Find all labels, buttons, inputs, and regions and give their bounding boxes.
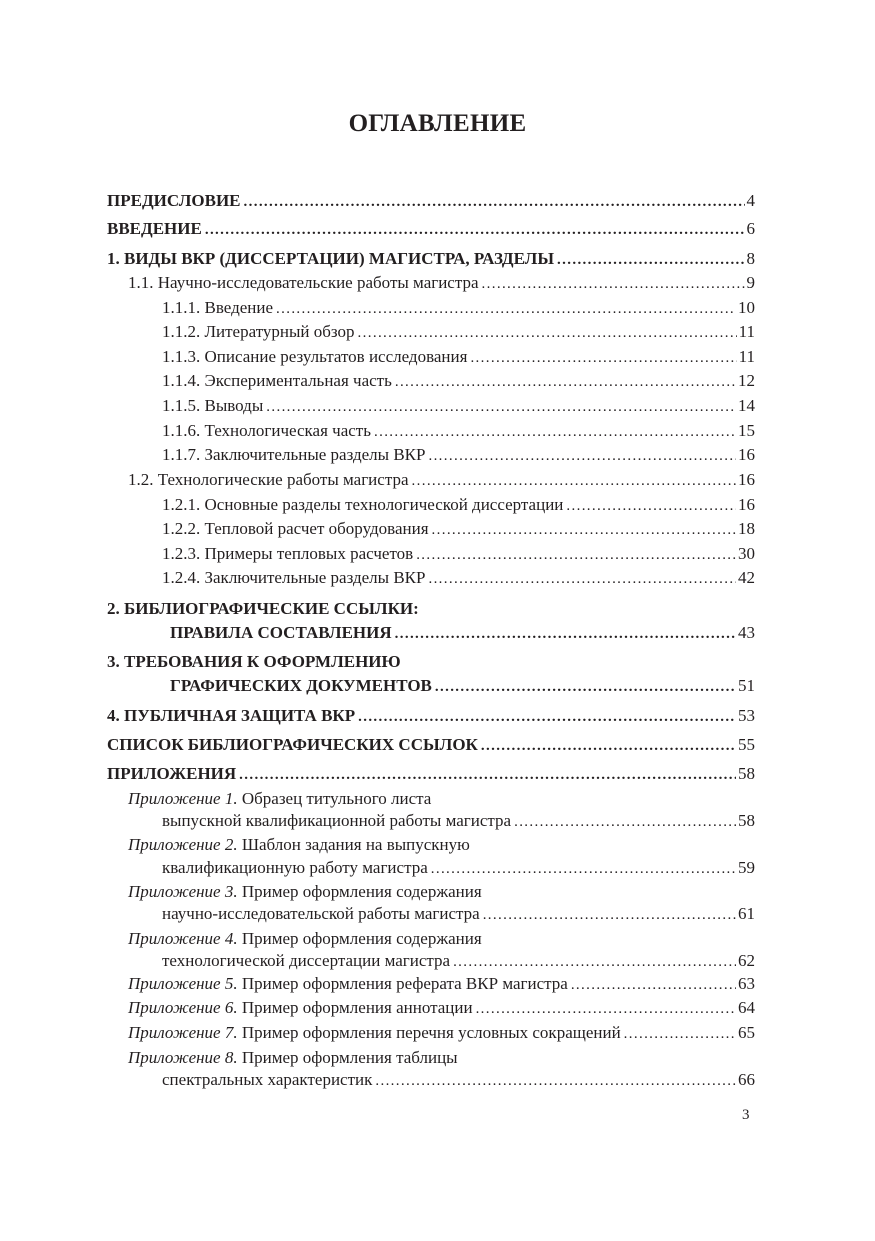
toc-entry-label: научно-исследовательской работы магистра <box>162 904 480 923</box>
appendix-title: Пример оформления реферата ВКР магистра <box>241 974 568 993</box>
toc-entry-1-2-4[interactable] <box>162 567 755 590</box>
toc-entry-label: 1.1.5. Выводы <box>162 396 264 415</box>
toc-page-number: 16 <box>738 445 755 464</box>
toc-entry-1-2-1[interactable] <box>162 494 755 517</box>
toc-page-number: 30 <box>738 544 755 563</box>
dot-leader <box>428 445 736 467</box>
toc-entry-label: 1.2.1. Основные разделы технологической диссертации <box>162 495 564 514</box>
toc-page-number: 16 <box>738 495 755 514</box>
toc-entry-label: ГРАФИЧЕСКИХ ДОКУМЕНТОВ <box>170 676 432 695</box>
dot-leader <box>557 249 744 271</box>
dot-leader <box>432 519 736 541</box>
toc-entry-label <box>128 1022 621 1044</box>
toc-entry-chapter-3[interactable] <box>170 675 755 698</box>
dot-leader <box>244 191 745 213</box>
toc-entry-appendix-8[interactable] <box>162 1069 755 1092</box>
dot-leader <box>239 764 736 786</box>
dot-leader <box>453 951 736 973</box>
toc-entry-appendices[interactable] <box>107 763 755 786</box>
dot-leader <box>358 322 737 344</box>
toc-page-number: 6 <box>746 219 755 238</box>
toc-entry-label: 1.1.3. Описание результатов исследования <box>162 347 468 366</box>
toc-entry-1-2-3[interactable] <box>162 543 755 566</box>
toc-entry-label: 1.2. Технологические работы магистра <box>128 470 409 489</box>
toc-entry-appendix-1[interactable] <box>162 810 755 833</box>
toc-page-number: 11 <box>738 322 755 341</box>
toc-entry-1-2[interactable] <box>128 469 755 492</box>
toc-page-number: 59 <box>738 858 755 877</box>
page-number: 3 <box>742 1107 750 1123</box>
toc-page-number: 58 <box>738 811 755 830</box>
dot-leader <box>358 706 736 728</box>
dot-leader <box>395 623 736 645</box>
toc-page-number: 43 <box>738 623 755 642</box>
toc-entry-appendix-5[interactable] <box>128 973 755 996</box>
dot-leader <box>416 544 736 566</box>
toc-entry-label: спектральных характеристик <box>162 1070 373 1089</box>
toc-entry-chapter-2[interactable] <box>170 622 755 645</box>
toc-entry-intro[interactable] <box>107 218 755 241</box>
toc-page-number: 9 <box>746 273 755 292</box>
appendix-title: Пример оформления таблицы <box>241 1048 458 1067</box>
appendix-prefix: Приложение 5. <box>128 974 238 993</box>
toc-entry-label <box>128 997 473 1019</box>
toc-entry-1-1-4[interactable] <box>162 370 755 393</box>
dot-leader <box>205 219 745 241</box>
appendix-title: Пример оформления перечня условных сокращений <box>241 1023 621 1042</box>
toc-entry-chapter-1[interactable] <box>107 248 755 271</box>
toc-page-number: 55 <box>738 735 755 754</box>
toc-page-number: 61 <box>738 904 755 923</box>
toc-entry-chapter-2-line1: 2. БИБЛИОГРАФИЧЕСКИЕ ССЫЛКИ: <box>107 599 419 618</box>
appendix-title: Пример оформления аннотации <box>241 998 473 1017</box>
toc-entry-label: квалификационную работу магистра <box>162 858 428 877</box>
toc-entry-1-1-5[interactable] <box>162 395 755 418</box>
dot-leader <box>571 974 736 996</box>
appendix-title: Шаблон задания на выпускную <box>241 835 470 854</box>
dot-leader <box>428 568 736 590</box>
dot-leader <box>412 470 736 492</box>
toc-entry-label: ПРЕДИСЛОВИЕ <box>107 191 241 210</box>
toc-entry-label: 1.1.1. Введение <box>162 298 274 317</box>
dot-leader <box>482 273 745 295</box>
appendix-prefix: Приложение 8. <box>128 1048 238 1067</box>
toc-entry-label: СПИСОК БИБЛИОГРАФИЧЕСКИХ ССЫЛОК <box>107 735 478 754</box>
dot-leader <box>476 998 736 1020</box>
toc-page-number: 16 <box>738 470 755 489</box>
toc-entry-label: технологической диссертации магистра <box>162 951 451 970</box>
toc-entry-label: 4. ПУБЛИЧНАЯ ЗАЩИТА ВКР <box>107 706 356 725</box>
dot-leader <box>481 735 736 757</box>
toc-page-number: 53 <box>738 706 755 725</box>
appendix-title: Пример оформления содержания <box>241 882 482 901</box>
dot-leader <box>483 904 736 926</box>
toc-page-number: 64 <box>738 998 755 1017</box>
toc-page-number: 51 <box>738 676 755 695</box>
appendix-prefix: Приложение 6. <box>128 998 238 1017</box>
appendix-prefix: Приложение 2. <box>128 835 238 854</box>
toc-entry-appendix-1-line1 <box>128 788 431 810</box>
toc-entry-1-1-1[interactable] <box>162 297 755 320</box>
toc-page-number: 63 <box>738 974 755 993</box>
toc-entry-label: 1. ВИДЫ ВКР (ДИССЕРТАЦИИ) МАГИСТРА, РАЗДЕЛЫ <box>107 249 555 268</box>
toc-entry-1-1-2[interactable] <box>162 321 755 344</box>
dot-leader <box>435 676 736 698</box>
appendix-prefix: Приложение 1. <box>128 789 238 808</box>
appendix-prefix: Приложение 7. <box>128 1023 238 1042</box>
toc-page-number: 12 <box>738 371 755 390</box>
page-title: ОГЛАВЛЕНИЕ <box>348 110 527 137</box>
toc-page-number: 58 <box>738 764 755 783</box>
toc-page-number: 10 <box>738 298 755 317</box>
toc-entry-label: выпускной квалификационной работы магистра <box>162 811 512 830</box>
toc-entry-label: ПРАВИЛА СОСТАВЛЕНИЯ <box>170 623 392 642</box>
toc-entry-appendix-7[interactable] <box>128 1022 755 1045</box>
toc-entry-appendix-6[interactable] <box>128 997 755 1020</box>
dot-leader <box>276 298 736 320</box>
appendix-title: Образец титульного листа <box>241 789 432 808</box>
toc-entry-appendix-2[interactable] <box>162 857 755 880</box>
toc-page-number: 4 <box>746 191 755 210</box>
dot-leader <box>514 811 736 833</box>
dot-leader <box>395 371 736 393</box>
toc-entry-chapter-4[interactable] <box>107 705 755 728</box>
dot-leader <box>375 1070 736 1092</box>
toc-entry-preface[interactable] <box>107 190 755 213</box>
toc-entry-label: 1.1.4. Экспериментальная часть <box>162 371 392 390</box>
toc-page-number: 42 <box>738 568 755 587</box>
toc-page-number: 11 <box>738 347 755 366</box>
toc-entry-label: 1.2.4. Заключительные разделы ВКР <box>162 568 426 587</box>
toc-entry-references[interactable] <box>107 734 755 757</box>
toc-entry-label: ПРИЛОЖЕНИЯ <box>107 764 237 783</box>
dot-leader <box>566 495 736 517</box>
toc-page-number: 62 <box>738 951 755 970</box>
toc-entry-1-1-6[interactable] <box>162 420 755 443</box>
toc-entry-label <box>128 973 568 995</box>
toc-entry-appendix-8-line1 <box>128 1047 458 1069</box>
dot-leader <box>470 347 736 369</box>
toc-page-number: 8 <box>746 249 755 268</box>
toc-entry-appendix-4-line1 <box>128 928 482 950</box>
appendix-title: Пример оформления содержания <box>241 929 482 948</box>
toc-entry-1-1-3[interactable] <box>162 346 755 369</box>
appendix-prefix: Приложение 4. <box>128 929 238 948</box>
dot-leader <box>266 396 736 418</box>
dot-leader <box>624 1023 736 1045</box>
toc-entry-1-1-7[interactable] <box>162 444 755 467</box>
toc-entry-label: 1.1.7. Заключительные разделы ВКР <box>162 445 426 464</box>
appendix-prefix: Приложение 3. <box>128 882 238 901</box>
toc-entry-label: 1.2.2. Тепловой расчет оборудования <box>162 519 429 538</box>
toc-entry-label: 1.1.2. Литературный обзор <box>162 322 355 341</box>
toc-entry-label: 1.1. Научно-исследовательские работы магистра <box>128 273 479 292</box>
toc-entry-1-2-2[interactable] <box>162 518 755 541</box>
toc-page-number: 66 <box>738 1070 755 1089</box>
toc-entry-appendix-3-line1 <box>128 881 482 903</box>
toc-entry-label: ВВЕДЕНИЕ <box>107 219 202 238</box>
toc-page-number: 18 <box>738 519 755 538</box>
toc-entry-label: 1.2.3. Примеры тепловых расчетов <box>162 544 414 563</box>
toc-page-number: 15 <box>738 421 755 440</box>
toc-entry-label: 1.1.6. Технологическая часть <box>162 421 371 440</box>
toc-entry-appendix-2-line1 <box>128 834 470 856</box>
toc-entry-appendix-3[interactable] <box>162 903 755 926</box>
toc-entry-chapter-3-line1: 3. ТРЕБОВАНИЯ К ОФОРМЛЕНИЮ <box>107 652 401 671</box>
dot-leader <box>374 421 736 443</box>
toc-page-number: 65 <box>738 1023 755 1042</box>
toc-page-number: 14 <box>738 396 755 415</box>
dot-leader <box>431 858 736 880</box>
toc-entry-1-1[interactable] <box>128 272 755 295</box>
toc-entry-appendix-4[interactable] <box>162 950 755 973</box>
